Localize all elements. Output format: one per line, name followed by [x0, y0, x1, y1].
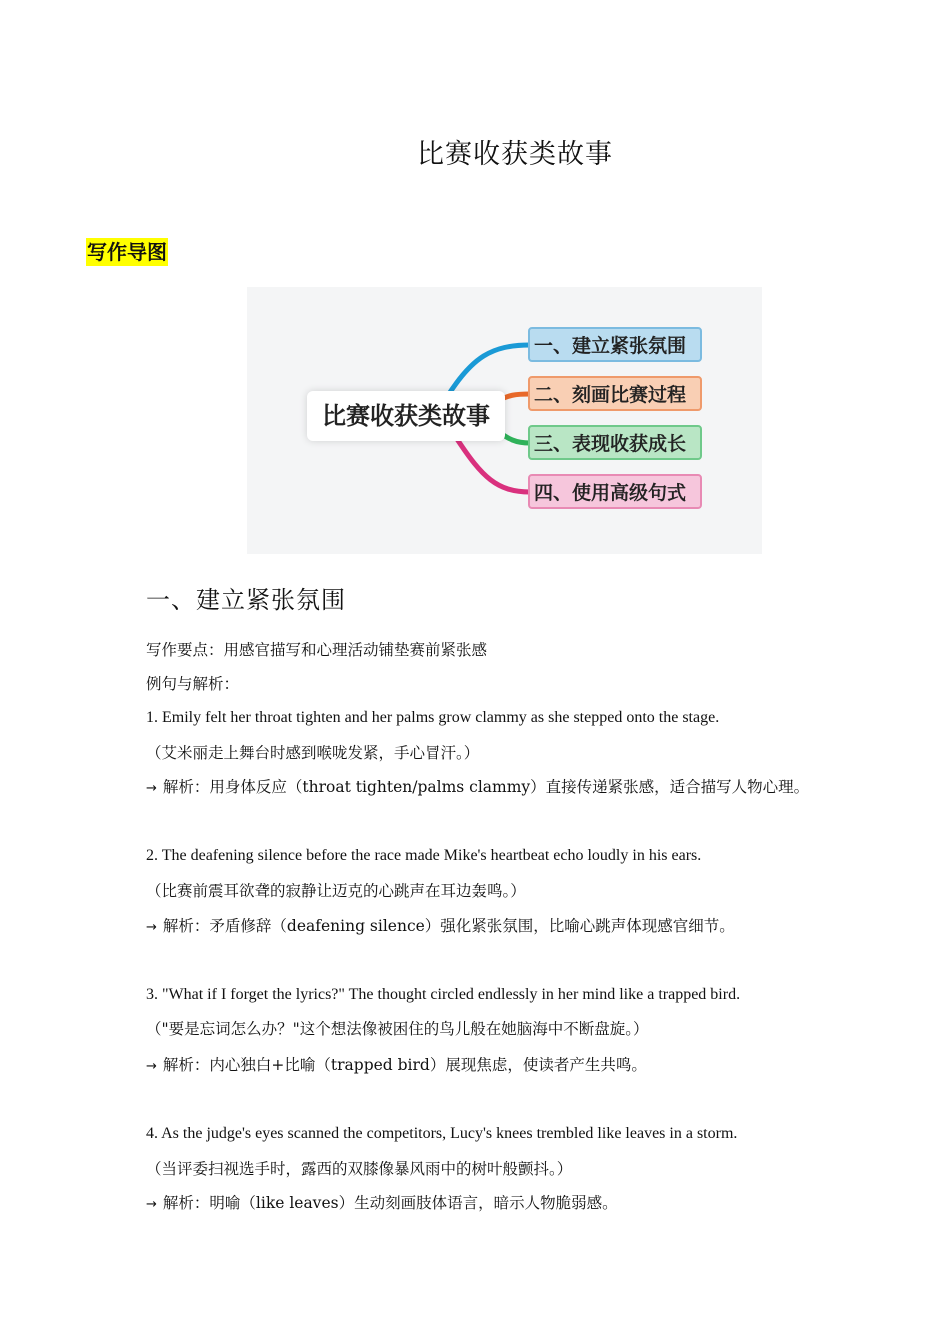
example-2-english: 2. The deafening silence before the race made Mike's heartbeat echo loudly in his ears. — [146, 847, 702, 864]
example-3-chinese: （"要是忘词怎么办？"这个想法像被困住的鸟儿般在她脑海中不断盘旋。） — [146, 1020, 649, 1038]
arrow-icon: → — [146, 1197, 157, 1212]
example-4-chinese: （当评委扫视选手时，露西的双膝像暴风雨中的树叶般颤抖。） — [146, 1160, 573, 1178]
example-1-chinese: （艾米丽走上舞台时感到喉咙发紧，手心冒汗。） — [146, 744, 480, 762]
arrow-icon: → — [146, 920, 157, 935]
example-4-analysis — [146, 1192, 618, 1216]
analysis-text: 解析：矛盾修辞（deafening silence）强化紧张氛围，比喻心跳声体现感官细节。 — [162, 917, 735, 935]
examples-label: 例句与解析： — [146, 675, 240, 693]
example-1-english: 1. Emily felt her throat tighten and her palms grow clammy as she stepped onto the stage. — [146, 709, 720, 726]
connector-line-4 — [457, 439, 530, 492]
analysis-text: 解析：明喻（like leaves）生动刻画肢体语言，暗示人物脆弱感。 — [162, 1194, 618, 1212]
example-3-analysis — [146, 1054, 647, 1078]
mind-map-image — [247, 287, 762, 554]
writing-points: 写作要点：用感官描写和心理活动铺垫赛前紧张感 — [146, 641, 488, 659]
page-title: 比赛收获类故事 — [417, 139, 613, 170]
arrow-icon: → — [146, 1059, 157, 1074]
section-heading: 一、建立紧张氛围 — [146, 586, 346, 614]
mind-map-branch-3: 三、表现收获成长 — [528, 425, 702, 460]
example-3-english: 3. "What if I forget the lyrics?" The thought circled endlessly in her mind like a trapped bird. — [146, 986, 741, 1003]
example-2-analysis — [146, 915, 735, 939]
mind-map-root-node: 比赛收获类故事 — [307, 391, 505, 441]
connector-line-1 — [447, 345, 530, 397]
example-1-analysis — [146, 776, 809, 800]
writing-guide-label: 写作导图 — [87, 240, 167, 264]
mind-map-branch-1: 一、建立紧张氛围 — [528, 327, 702, 362]
mind-map-branch-4: 四、使用高级句式 — [528, 474, 702, 509]
analysis-text: 解析：用身体反应（throat tighten/palms clammy）直接传递紧张感，适合描写人物心理。 — [162, 778, 810, 796]
example-2-chinese: （比赛前震耳欲聋的寂静让迈克的心跳声在耳边轰鸣。） — [146, 882, 526, 900]
analysis-text: 解析：内心独白+比喻（trapped bird）展现焦虑，使读者产生共鸣。 — [162, 1056, 647, 1074]
mind-map-branch-2: 二、刻画比赛过程 — [528, 376, 702, 411]
example-4-english: 4. As the judge's eyes scanned the competitors, Lucy's knees trembled like leaves in a storm. — [146, 1125, 738, 1142]
arrow-icon: → — [146, 781, 157, 796]
